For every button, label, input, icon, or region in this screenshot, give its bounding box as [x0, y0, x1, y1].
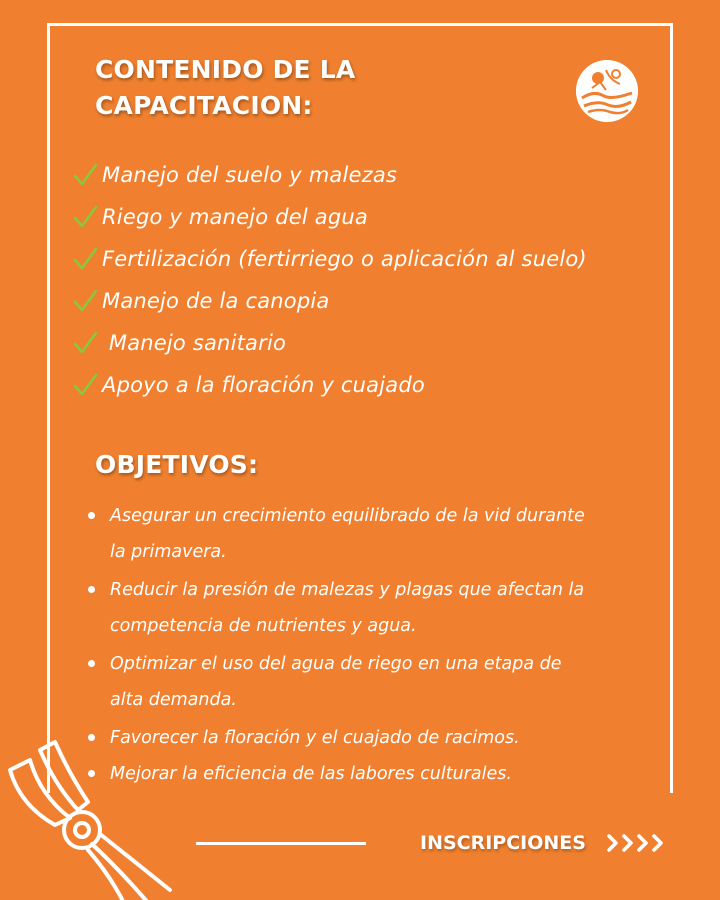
objective-line: alta demanda.	[110, 690, 237, 710]
content-item-text: Riego y manejo del agua	[102, 205, 368, 229]
content-item-text: Manejo del suelo y malezas	[102, 163, 398, 187]
bullet-icon	[88, 586, 95, 593]
objective-line: Favorecer la floración y el cuajado de racimos.	[110, 728, 520, 748]
chevrons-right-icon	[606, 832, 672, 854]
bullet-icon	[88, 512, 95, 519]
checkmark-icon	[72, 204, 102, 230]
list-item	[72, 196, 587, 238]
list-item	[88, 646, 648, 718]
cta-label: INSCRIPCIONES	[420, 832, 586, 854]
inscripciones-link[interactable]	[420, 827, 672, 859]
content-item-text: Manejo sanitario	[102, 331, 287, 355]
checkmark-icon	[72, 288, 102, 314]
divider-line	[196, 842, 366, 845]
objective-line: competencia de nutrientes y agua.	[110, 616, 417, 636]
objective-line: Reducir la presión de malezas y plagas que afectan la	[110, 580, 585, 600]
checkmark-icon	[72, 330, 102, 356]
list-item	[72, 154, 587, 196]
content-item-text: Apoyo a la floración y cuajado	[102, 373, 425, 397]
bullet-icon	[88, 660, 95, 667]
list-item	[72, 364, 587, 406]
content-checklist	[72, 154, 587, 406]
vineyard-logo-icon	[576, 60, 638, 122]
content-section-title: CONTENIDO DE LA CAPACITACION:	[95, 55, 356, 120]
list-item	[72, 280, 587, 322]
objective-line: la primavera.	[110, 542, 227, 562]
content-item-text: Fertilización (fertirriego o aplicación al suelo)	[102, 247, 587, 271]
checkmark-icon	[72, 372, 102, 398]
list-item	[72, 238, 587, 280]
list-item	[88, 498, 648, 570]
checkmark-icon	[72, 246, 102, 272]
checkmark-icon	[72, 162, 102, 188]
list-item	[88, 572, 648, 644]
pruning-shears-icon	[0, 730, 180, 900]
objectives-section-title: OBJETIVOS:	[95, 450, 259, 479]
objective-line: Optimizar el uso del agua de riego en una etapa de	[110, 654, 562, 674]
list-item	[72, 322, 587, 364]
objective-line: Asegurar un crecimiento equilibrado de la vid durante	[110, 506, 585, 526]
content-item-text: Manejo de la canopia	[102, 289, 330, 313]
objective-line: Mejorar la eficiencia de las labores culturales.	[110, 764, 512, 784]
